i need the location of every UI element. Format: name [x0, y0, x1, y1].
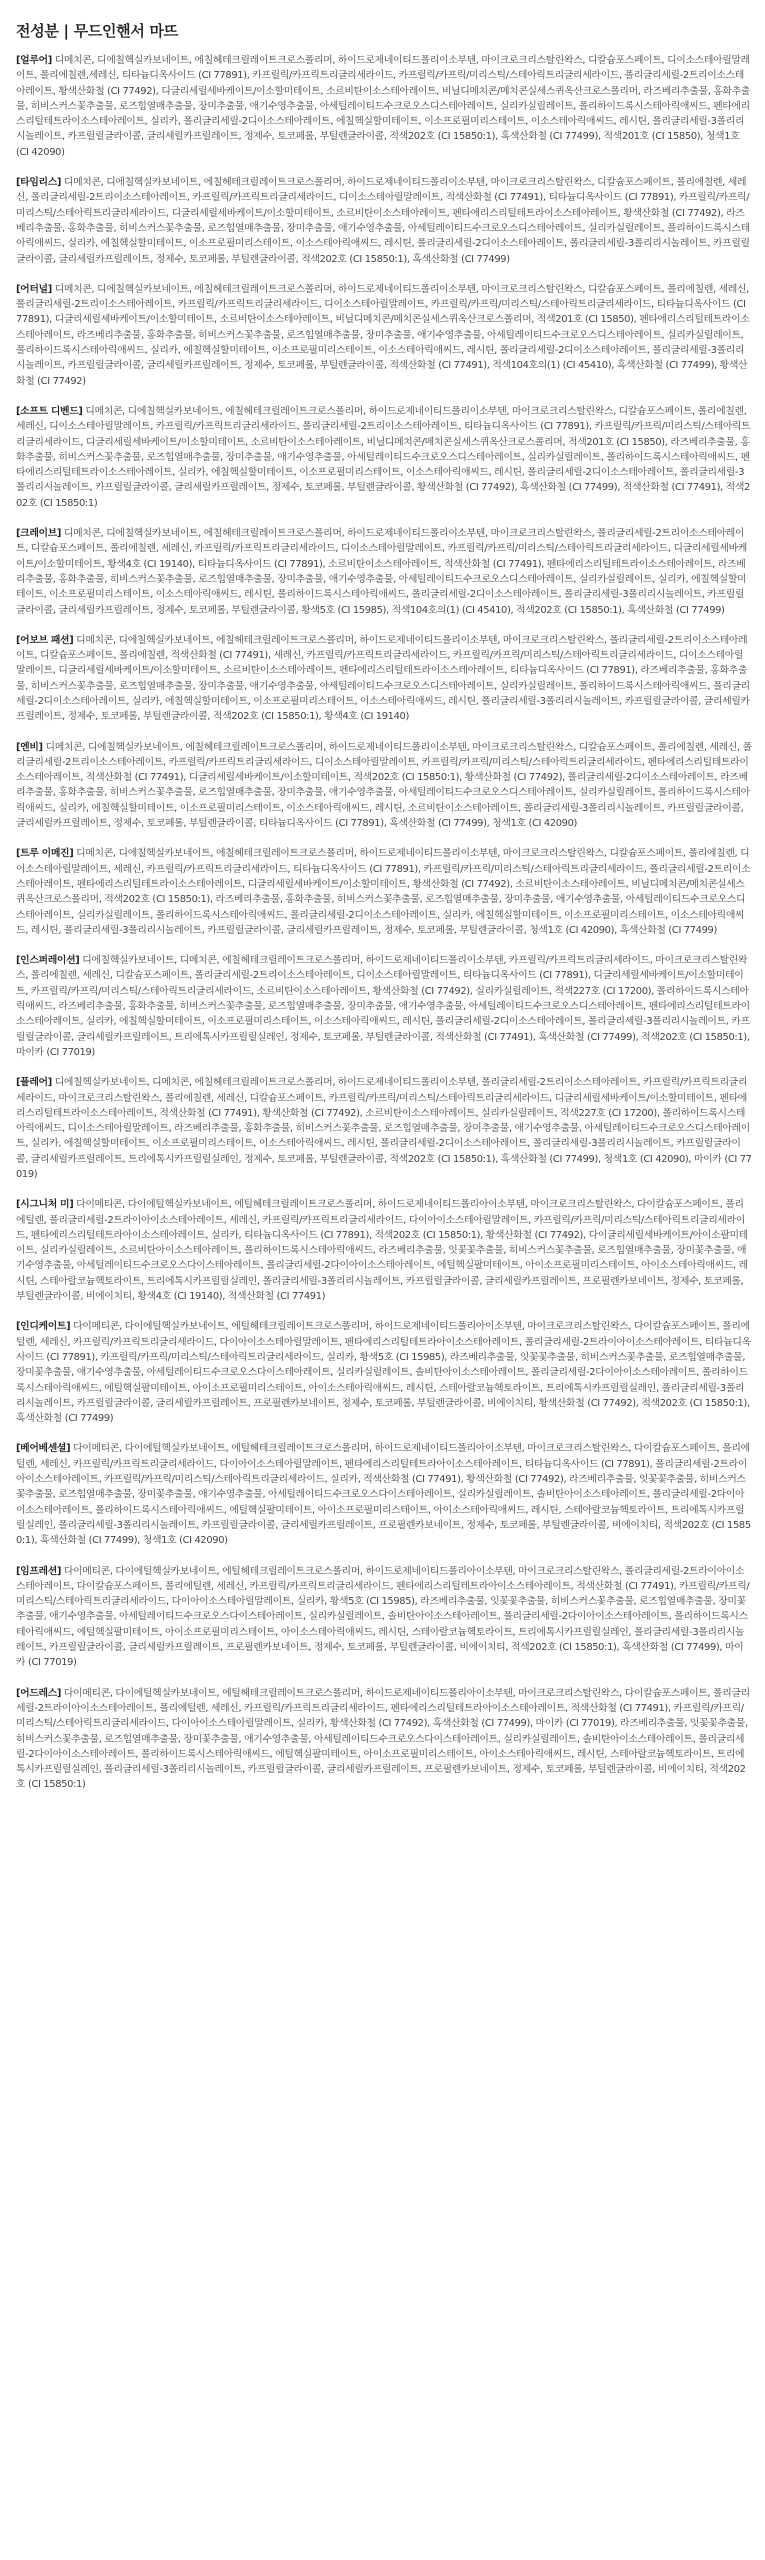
- page-title: 전성분 | 무드인핸서 마뜨: [16, 22, 178, 40]
- ingredient-list: 다이메티콘, 다이에틸헥실카보네이트, 에틸헤테크릴레이트크로스폴리머, 하이드로제네이티드폴리아이소부텐, 마이크로크리스탈린왁스, 폴리글리세릴-2트라이아이소스테아레이트, 다이칼슘포스페이트, 폴리에틸렌, 세레신, 카프릴릭/카프릭트리글리세라이드, 펜타에리스리틸테트라아이소스테아레이트, 적색산화철 (CI 77491), 카프릴릭/카프릭/미리스틱/스테아릭트리글리세라이드, 다이아이소스테아릴말레이트, 실리카, 황색5호 (CI 15985), 라즈베리추출물, 잇꽃꽃추출물, 히비스커스꽃추출물, 로즈힙열매추출물, 장미꽃추출물, 애기수영추출물, 아세틸레이티드수크로오스다이스테아레이트, 실리카실릴레이트, 솔비탄아이소스테아레이트, 폴리글리세릴-2다이아이소스테아레이트, 폴리하이드록시스테아릭애씨드, 에틸헥실팔미테이트, 아이소프로필미리스테이트, 아이소스테아릭애씨드, 레시틴, 스테아랄코늄헥토라이트, 트리에톡시카프릴릴실레인, 폴리글리세릴-3폴리리시놀레이트, 카프릴릴글라이콜, 글리세릴카프릴레이트, 프로필렌카보네이트, 정제수, 토코페롤, 부틸렌글라이콜, 비에이치티, 적색202호 (CI 15850:1), 흑색산화철 (CI 77499), 마이카 (CI 77019): [16, 1565, 750, 1669]
- ingredient-list: 디메치콘, 디에칠헥실카보네이트, 에칠헤테크릴레이트크로스폴리머, 하이드로제네이티드폴리이소부텐, 마이크로크리스탈린왁스, 디칼슘포스페이트, 폴리에칠렌, 세레신, 폴리글리세릴-2트리이소스테아레이트, 카프릴릭/카프릭트리글리세라이드, 디이소스테아릴말레이트, 카프릴릭/카프릭/미리스틱/스테아릭트리글리세라이드, 티타늄디옥사이드 (CI 77891), 디글리세릴세바케이트/이소할미테이트, 소르비탄이소스테아레이트, 비닐디메치콘/메치콘실세스퀴옥산크로스폴리머, 적색201호 (CI 15850), 펜타에리스리틸테트라이소스테아레이트, 라즈베리추출물, 홍화추출물, 히비스커스꽃추출물, 로즈힙열매추출물, 장미추출물, 애기수영추출물, 아세틸레이티드수크로오스디스테아레이트, 실리카실릴레이트, 폴리하이드록시스테아릭애씨드, 실리카, 에칠헥실할미테이트, 이소프로필미리스테이트, 이소스테아릭애씨드, 레시틴, 폴리글리세릴-2디이소스테아레이트, 폴리글리세릴-3폴리리시놀레이트, 카프릴릴글라이콜, 글리세릴카프릴레이트, 정제수, 토코페롤, 부틸렌글라이콜, 적색산화철 (CI 77491), 적색104호의(1) (CI 45410), 흑색산화철 (CI 77499), 황색산화철 (CI 77492): [16, 283, 750, 387]
- shade-name: [플레어]: [16, 1077, 52, 1089]
- ingredient-list: 다이메티콘, 다이에틸헥실카보네이트, 에틸헤테크릴레이트크로스폴리머, 하이드로제네이티드폴리아이소부텐, 마이크로크리스탈린왁스, 다이칼슘포스페이트, 폴리에틸렌, 폴리글리세릴-2트라이아이소스테아레이트, 세레신, 카프릴릭/카프릭트리글리세라이드, 다이아이소스테아릴말레이트, 카프릴릭/카프릭/미리스틱/스테아릭트리글리세라이드, 펜타에리스리틸테트라아이소스테아레이트, 실리카, 티타늄디옥사이드 (CI 77891), 적색202호 (CI 15850:1), 황색산화철 (CI 77492), 다이글리세릴세바케이트/아이소팔미테이트, 실리카실릴레이트, 소르비탄아이소스테아레이트, 폴리하이드록시스테아릭애씨드, 라즈베리추출물, 잇꽃꽃추출물, 히비스커스꽃추출물, 로즈힙열매추출물, 장미꽃추출물, 애기수영추출물, 아세틸레이티드수크로오스다이스테아레이트, 폴리글리세릴-2다이아이소스테아레이트, 에틸헥실팔미테이트, 아이소프로필미리스테이트, 아이소스테아릭애씨드, 레시틴, 스테아랄코늄헥토라이트, 트리에톡시카프릴릴실레인, 폴리글리세릴-3폴리리시놀레이트, 카프릴릴글라이콜, 글리세릴카프릴레이트, 프로필렌카보네이트, 정제수, 토코페롤, 부틸렌글라이콜, 비에이치티, 황색4호 (CI 19140), 적색산화철 (CI 77491): [16, 1199, 748, 1303]
- shade-name: [어보브 패션]: [16, 634, 74, 646]
- ingredient-section-crave: [16, 526, 752, 618]
- shade-name: [어터널]: [16, 283, 52, 295]
- ingredient-list: 디에칠헥실카보네이트, 디메치콘, 에칠헤테크릴레이트크로스폴리머, 하이드로제네이티드폴리이소부텐, 카프릴릭/카프릭트리글리세라이드, 마이크로크리스탈린왁스, 폴리에칠렌, 세레신, 디칼슘포스페이트, 폴리글리세릴-2트리이소스테아레이트, 디이소스테아릴말레이트, 티타늄디옥사이드 (CI 77891), 디글리세릴세바케이트/이소할미테이트, 카프릴릭/카프릭/미리스틱/스테아릭트리글리세라이드, 소르비탄이소스테아레이트, 황색산화철 (CI 77492), 실리카실릴레이트, 적색227호 (CI 17200), 폴리하이드록시스테아릭애씨드, 라즈베리추출물, 홍화추출물, 히비스커스꽃추출물, 로즈힙열매추출물, 장미추출물, 애기수영추출물, 아세틸레이티드수크로오스디스테아레이트, 펜타에리스리틸테트라이소스테아레이트, 실리카, 에칠헥실할미테이트, 이소프로필미리스테이트, 이소스테아릭애씨드, 레시틴, 폴리글리세릴-2디이소스테아레이트, 폴리글리세릴-3폴리리시놀레이트, 카프릴릴글라이콜, 글리세릴카프릴레이트, 트리에톡시카프릴릴실레인, 정제수, 토코페롤, 부틸렌글라이콜, 적색산화철 (CI 77491), 흑색산화철 (CI 77499), 적색202호 (CI 15850:1), 마이카 (CI 77019): [16, 955, 750, 1058]
- ingredient-section-soft-depend: [16, 404, 752, 511]
- ingredient-list: 디메치콘, 디에칠헥실카보네이트, 에칠헤테크릴레이트크로스폴리머, 하이드로제네이티드폴리이소부텐, 마이크로크리스탈린왁스, 폴리글리세릴-2트리이소스테아레이트, 디칼슘포스페이트, 폴리에칠렌, 적색산화철 (CI 77491), 세레신, 카프릴릭/카프릭트리글리세라이드, 카프릴릭/카프릭/미리스틱/스테아릭트리글리세라이드, 디이소스테아릴말레이트, 디글리세릴세바케이트/이소할미테이트, 소르비탄이소스테아레이트, 펜타에리스리틸테트라이소스테아레이트, 티타늄디옥사이드 (CI 77891), 라즈베리추출물, 홍화추출물, 히비스커스꽃추출물, 로즈힙열매추출물, 장미추출물, 애기수영추출물, 아세틸레이티드수크로오스디스테아레이트, 실리카실릴레이트, 폴리하이드록시스테아릭애씨드, 폴리글리세릴-2디이소스테아레이트, 실리카, 에칠헥실할미테이트, 이소프로필미리스테이트, 이소스테아릭애씨드, 레시틴, 폴리글리세릴-3폴리리시놀레이트, 카프릴릴글라이콜, 글리세릴카프릴레이트, 정제수, 토코페롤, 부틸렌글라이콜, 적색202호 (CI 15850:1), 황색4호 (CI 19140): [16, 634, 750, 723]
- shade-name: [타임리스]: [16, 177, 62, 189]
- ingredient-list: 디메치콘, 디에칠헥실카보네이트, 에칠헤테크릴레이트크로스폴리머, 하이드로제네이티드폴리이소부텐, 마이크로크리스탈린왁스, 디칼슘포스페이트, 폴리에칠렌, 세레신, 폴리글리세릴-2트리이소스테아레이트, 카프릴릭/카프릭트리글리세라이드, 디이소스테아릴말레이트, 적색산화철 (CI 77491), 티타늄디옥사이드 (CI 77891), 카프릴릭/카프릭/미리스틱/스테아릭트리글리세라이드, 디글리세릴세바케이트/이소할미테이트, 소르비탄이소스테아레이트, 펜타에리스리틸테트라이소스테아레이트, 황색산화철 (CI 77492), 라즈베리추출물, 홍화추출물, 히비스커스꽃추출물, 로즈힙열매추출물, 장미추출물, 애기수영추출물, 아세틸레이티드수크로오스디스테아레이트, 실리카실릴레이트, 폴리하이드록시스테아릭애씨드, 실리카, 에칠헥실할미테이트, 이소프로필미리스테이트, 이소스테아릭애씨드, 레시틴, 폴리글리세릴-2디이소스테아레이트, 폴리글리세릴-3폴리리시놀레이트, 카프릴릴글라이콜, 글리세릴카프릴레이트, 정제수, 토코페롤, 부틸렌글라이콜, 적색202호 (CI 15850:1), 흑색산화철 (CI 77499): [16, 177, 750, 265]
- ingredient-section-allure: [16, 53, 752, 160]
- ingredient-section-inspiration: [16, 953, 752, 1060]
- ingredient-section-indicate: [16, 1319, 752, 1426]
- ingredient-section-flare: [16, 1075, 752, 1182]
- shade-name: [소프트 디벤드]: [16, 405, 83, 417]
- ingredient-section-envy: [16, 740, 752, 832]
- ingredient-list: 디메치콘, 디에칠헥실카보네이트, 에칠헤테크릴레이트크로스폴리머, 하이드로제네이티드폴리이소부텐, 마이크로크리스탈린왁스, 디칼슘포스페이트, 디이소스테아릴말레이트, 폴리에칠렌,세레신, 티타늄디옥사이드 (CI 77891), 카프릴릭/카프릭트리글리세라이드, 카프릴릭/카프릭/미리스틱/스테아릭트리글리세라이드, 폴리글리세릴-2트리이소스테아레이트, 황색산화철 (CI 77492), 디글리세릴세바케이트/이소할미테이트, 소르비탄이소스테아레이트, 비닐디메치콘/메치콘실세스퀴옥산크로스폴리머, 라즈베리추출물, 홍화추출물, 히비스커스꽃추출물, 로즈힙열매추출물, 장미추출물, 애기수영추출물, 아세틸레이티드수크로오스디스테아레이트, 실리카실릴레이트, 폴리하이드록시스테아릭애씨드, 펜타에리스리틸테트라이소스테아레이트, 실리카, 폴리글리세릴-2디이소스테아레이트, 에칠헥실할미테이트, 이소프로필미리스테이트, 이소스테아릭애씨드, 레시틴, 폴리글리세릴-3폴리리시놀레이트, 카프릴릴글라이콜, 글리세릴카프릴레이트, 정제수, 토코페롤, 부틸렌글라이콜, 적색202호 (CI 15850:1), 흑색산화철 (CI 77499), 적색201호 (CI 15850), 청색1호 (CI 42090): [16, 55, 751, 158]
- ingredient-section-timeless: [16, 175, 752, 267]
- shade-name: [베어베센셜]: [16, 1443, 71, 1455]
- ingredient-section-above-passion: [16, 633, 752, 725]
- shade-name: [엔비]: [16, 741, 43, 753]
- ingredient-list: 다이메티콘, 다이에틸헥실카보네이트, 에틸헤테크릴레이트크로스폴리머, 하이드로제네이티드폴리아이소부텐, 마이크로크리스탈린왁스, 다이칼슘포스페이트, 폴리글리세릴-2트라이아이소스테아레이트, 폴리에틸렌, 세레신, 카프릴릭/카프릭트리글리세라이드, 펜타에리스리틸테트라아이소스테아레이트, 적색산화철 (CI 77491), 카프릴릭/카프릭/미리스틱/스테아릭트리글리세라이드, 다이아이소스테아릴말레이트, 실리카, 황색산화철 (CI 77492), 흑색산화철 (CI 77499), 마이카 (CI 77019), 라즈베리추출물, 잇꽃꽃추출물, 히비스커스꽃추출물, 로즈힙열매추출물, 장미꽃추출물, 애기수영추출물, 아세틸레이티드수크로오스다이스테아레이트, 실리카실릴레이트, 솔비탄아이소스테아레이트, 폴리글리세릴-2다이아이소스테아레이트, 폴리하이드록시스테아릭애씨드, 에틸헥실팔미테이트, 아이소프로필미리스테이트, 아이소스테아릭애씨드, 레시틴, 스테아랄코늄헥토라이트, 트리에톡시카프릴릴실레인, 폴리글리세릴-3폴리리시놀레이트, 카프릴릴글라이콜, 글리세릴카프릴레이트, 프로필렌카보네이트, 정제수, 토코페롤, 부틸렌글라이콜, 비에이치티, 적색202호 (CI 15850:1): [16, 1687, 750, 1791]
- ingredient-section-eternal: [16, 282, 752, 389]
- ingredient-list: 디메치콘, 디에칠헥실카보네이트, 에칠헤테크릴레이트크로스폴리머, 하이드로제네이티드폴리이소부텐, 마이크로크리스탈린왁스, 디칼슘포스페이트, 폴리에칠렌, 세레신, 디이소스테아릴말레이트, 카프릴릭/카프릭트리글리세라이드, 폴리글리세릴-2트리이소스테아레이트, 티타늄디옥사이드 (CI 77891), 카프릴릭/카프릭/미리스틱/스테아릭트리글리세라이드, 디글리세릴세바케이트/이소할미테이트, 소르비탄이소스테아레이트, 비닐디메치콘/메치콘실세스퀴옥산크로스폴리머, 적색201호 (CI 15850), 라즈베리추출물, 홍화추출물, 히비스커스꽃추출물, 로즈힙열매추출물, 장미추출물, 애기수영추출물, 아세틸레이티드수크로오스디스테아레이트, 실리카실릴레이트, 폴리하이드록시스테아릭애씨드, 펜타에리스리틸테트라이소스테아레이트, 실리카, 에칠헥실할미테이트, 이소프로필미리스테이트, 이소스테아릭애씨드, 레시틴, 폴리글리세릴-2디이소스테아레이트, 폴리글리세릴-3폴리리시놀레이트, 카프릴릴글라이콜, 글리세릴카프릴레이트, 정제수, 토코페롤, 부틸렌글라이콜, 황색산화철 (CI 77492), 흑색산화철 (CI 77499), 적색산화철 (CI 77491), 적색202호 (CI 15850:1): [16, 405, 751, 509]
- ingredient-section-signature-me: [16, 1197, 752, 1304]
- ingredient-section-impression: [16, 1564, 752, 1671]
- shade-name: [시그니처 미]: [16, 1199, 74, 1211]
- shade-name: [임프레션]: [16, 1565, 62, 1577]
- shade-name: [어드레스]: [16, 1687, 62, 1699]
- ingredient-section-true-imagine: [16, 846, 752, 938]
- shade-name: [얼루어]: [16, 55, 52, 66]
- shade-name: [인디케이트]: [16, 1321, 71, 1333]
- shade-name: [인스퍼레이션]: [16, 955, 80, 967]
- ingredient-list: 디메치콘, 디에칠헥실카보네이트, 에칠헤테크릴레이트크로스폴리머, 하이드로제네이티드폴리이소부텐, 마이크로크리스탈린왁스, 폴리글리세릴-2트리이소스테아레이트, 디칼슘포스페이트, 폴리에칠렌, 세레신, 카프릴릭/카프릭트리글리세라이드, 디이소스테아릴말레이트, 카프릴릭/카프릭/미리스틱/스테아릭트리글리세라이드, 디글리세릴세바케이트/이소할미테이트, 황색4호 (CI 19140), 티타늄디옥사이드 (CI 77891), 소르비탄이소스테아레이트, 적색산화철 (CI 77491), 펜타에리스리틸테트라이소스테아레이트, 라즈베리추출물, 홍화추출물, 히비스커스꽃추출물, 로즈힙열매추출물, 장미추출물, 애기수영추출물, 아세틸레이티드수크로오스디스테아레이트, 실리카실릴레이트, 실리카, 에칠헥실할미테이트, 이소프로필미리스테이트, 이소스테아릭애씨드, 레시틴, 폴리하이드록시스테아릭애씨드, 폴리글리세릴-2디이소스테아레이트, 폴리글리세릴-3폴리리시놀레이트, 카프릴릴글라이콜, 글리세릴카프릴레이트, 정제수, 토코페롤, 부틸렌글라이콜, 황색5호 (CI 15985), 적색104호의(1) (CI 45410), 적색202호 (CI 15850:1), 흑색산화철 (CI 77499): [16, 528, 747, 616]
- shade-name: [크레이브]: [16, 528, 62, 540]
- ingredient-section-address: [16, 1686, 752, 1793]
- ingredient-list: 디메치콘, 디에칠헥실카보네이트, 에칠헤테크릴레이트크로스폴리머, 하이드로제네이티드폴리이소부텐, 마이크로크리스탈린왁스, 디칼슘포스페이트, 폴리에칠렌, 디이소스테아릴말레이트, 세레신, 카프릴릭/카프릭트리글리세라이드, 티타늄디옥사이드 (CI 77891), 카프릴릭/카프릭/미리스틱/스테아릭트리글리세라이드, 폴리글리세릴-2트리이소스테아레이트, 펜타에리스리틸테트라이소스테아레이트, 디글리세릴세바케이트/이소할미테이트, 황색산화철 (CI 77492), 소르비탄이소스테아레이트, 비닐디메치콘/메치콘실세스퀴옥산크로스폴리머, 적색202호 (CI 15850:1), 라즈베리추출물, 홍화추출물, 히비스커스꽃추출물, 로즈힙열매추출물, 장미추출물, 애기수영추출물, 아세틸레이티드수크로오스디스테아레이트, 실리카실릴레이트, 폴리하이드록시스테아릭애씨드, 폴리글리세릴-2디이소스테아레이트, 실리카, 에칠헥실할미테이트, 이소프로필미리스테이트, 이소스테아릭애씨드, 레시틴, 폴리글리세릴-3폴리리시놀레이트, 카프릴릴글라이콜, 글리세릴카프릴레이트, 정제수, 토코페롤, 부틸렌글라이콜, 청색1호 (CI 42090), 흑색산화철 (CI 77499): [16, 848, 751, 936]
- ingredient-list: 디메치콘, 디에칠헥실카보네이트, 에칠헤테크릴레이트크로스폴리머, 하이드로제네이티드폴리이소부텐, 마이크로크리스탈린왁스, 디칼슘포스페이트, 폴리에칠렌, 세레신, 폴리글리세릴-2트리이소스테아레이트, 카프릴릭/카프릭트리글리세라이드, 디이소스테아릴말레이트, 카프릴릭/카프릭/미리스틱/스테아릭트리글리세라이드, 펜타에리스리틸테트라이소스테아레이트, 적색산화철 (CI 77491), 디글리세릴세바케이트/이소할미테이트, 적색202호 (CI 15850:1), 황색산화철 (CI 77492), 폴리글리세릴-2디이소스테아레이트, 라즈베리추출물, 홍화추출물, 히비스커스꽃추출물, 로즈힙열매추출물, 장미추출물, 애기수영추출물, 아세틸레이티드수크로오스디스테아레이트, 실리카실릴레이트, 폴리하이드록시스테아릭애씨드, 실리카, 에칠헥실할미테이트, 이소프로필미리스테이트, 이소스테아릭애씨드, 레시틴, 소르비탄이소스테아레이트, 폴리글리세릴-3폴리리시놀레이트, 카프릴릴글라이콜, 글리세릴카프릴레이트, 정제수, 토코페롤, 부틸렌글라이콜, 티타늄디옥사이드 (CI 77891), 흑색산화철 (CI 77499), 청색1호 (CI 42090): [16, 741, 752, 830]
- shade-name: [트루 이메진]: [16, 848, 74, 860]
- ingredient-list: 다이메티콘, 다이에틸헥실카보네이트, 에틸헤테크릴레이트크로스폴리머, 하이드로제네이티드폴리아이소부텐, 마이크로크리스탈린왁스, 다이칼슘포스페이트, 폴리에틸렌, 세레신, 카프릴릭/카프릭트리글리세라이드, 다이아이소스테아릴말레이트, 펜타에리스리틸테트라아이소스테아레이트, 티타늄디옥사이드 (CI 77891), 폴리글리세릴-2트라이아이소스테아레이트, 카프릴릭/카프릭/미리스틱/스테아릭트리글리세라이드, 실리카, 적색산화철 (CI 77491), 황색산화철 (CI 77492), 라즈베리추출물, 잇꽃꽃추출물, 히비스커스꽃추출물, 로즈힙열매추출물, 장미꽃추출물, 애기수영추출물, 아세틸레이티드수크로오스다이스테아레이트, 실리카실릴레이트, 솔비탄아이소스테아레이트, 폴리글리세릴-2다이아이소스테아레이트, 폴리하이드록시스테아릭애씨드, 에틸헥실팔미테이트, 아이소프로필미리스테이트, 아이소스테아릭애씨드, 레시틴, 스테아랄코늄헥토라이트, 트리에톡시카프릴릴실레인, 폴리글리세릴-3폴리리시놀레이트, 카프릴릴글라이콜, 글리세릴카프릴레이트, 프로필렌카보네이트, 정제수, 토코페롤, 부틸렌글라이콜, 비에이치티, 적색202호 (CI 15850:1), 흑색산화철 (CI 77499), 청색1호 (CI 42090): [16, 1443, 751, 1547]
- ingredient-list: 디에칠헥실카보네이트, 디메치콘, 에칠헤테크릴레이트크로스폴리머, 하이드로제네이티드폴리이소부텐, 폴리글리세릴-2트리이소스테아레이트, 카프릴릭/카프릭트리글리세라이드, 마이크로크리스탈린왁스, 폴리에칠렌, 세레신, 디칼슘포스페이트, 카프릴릭/카프릭/미리스틱/스테아릭트리글리세라이드, 디글리세릴세바케이트/이소할미테이트, 펜타에리스리틸테트라이소스테아레이트, 적색산화철 (CI 77491), 황색산화철 (CI 77492), 소르비탄이소스테아레이트, 실리카실릴레이트, 적색227호 (CI 17200), 폴리하이드록시스테아릭애씨드, 디이소스테아릴말레이트, 라즈베리추출물, 홍화추출물, 히비스커스꽃추출물, 로즈힙열매추출물, 장미추출물, 애기수영추출물, 아세틸레이티드수크로오스디스테아레이트, 실리카, 에칠헥실할미테이트, 이소프로필미리스테이트, 이소스테아릭애씨드, 레시틴, 폴리글리세릴-2디이소스테아레이트, 폴리글리세릴-3폴리리시놀레이트, 카프릴릴글라이콜, 글리세릴카프릴레이트, 트리에톡시카프릴릴실레인, 정제수, 토코페롤, 부틸렌글라이콜, 적색202호 (CI 15850:1), 흑색산화철 (CI 77499), 청색1호 (CI 42090), 마이카 (CI 77019): [16, 1077, 752, 1180]
- ingredient-list: 다이메티콘, 다이에틸헥실카보네이트, 에틸헤테크릴레이트크로스폴리머, 하이드로제네이티드폴리아이소부텐, 마이크로크리스탈린왁스, 다이칼슘포스페이트, 폴리에틸렌, 세레신, 카프릴릭/카프릭트리글리세라이드, 다이아이소스테아릴말레이트, 펜타에리스리틸테트라아이소스테아레이트, 폴리글리세릴-2트라이아이소스테아레이트, 티타늄디옥사이드 (CI 77891), 카프릴릭/카프릭/미리스틱/스테아릭트리글리세라이드, 실리카, 황색5호 (CI 15985), 라즈베리추출물, 잇꽃꽃추출물, 히비스커스꽃추출물, 로즈힙열매추출물, 장미꽃추출물, 애기수영추출물, 아세틸레이티드수크로오스다이스테아레이트, 실리카실릴레이트, 솔비탄아이소스테아레이트, 폴리글리세릴-2다이아이소스테아레이트, 폴리하이드록시스테아릭애씨드, 에틸헥실팔미테이트, 아이소프로필미리스테이트, 아이소스테아릭애씨드, 레시틴, 스테아랄코늄헥토라이트, 트리에톡시카프릴릴실레인, 폴리글리세릴-3폴리리시놀레이트, 카프릴릴글라이콜, 글리세릴카프릴레이트, 프로필렌카보네이트, 정제수, 토코페롤, 부틸렌글라이콜, 비에이치티, 황색산화철 (CI 77492), 적색202호 (CI 15850:1), 흑색산화철 (CI 77499): [16, 1321, 751, 1425]
- ingredient-section-bare-essential: [16, 1441, 752, 1548]
